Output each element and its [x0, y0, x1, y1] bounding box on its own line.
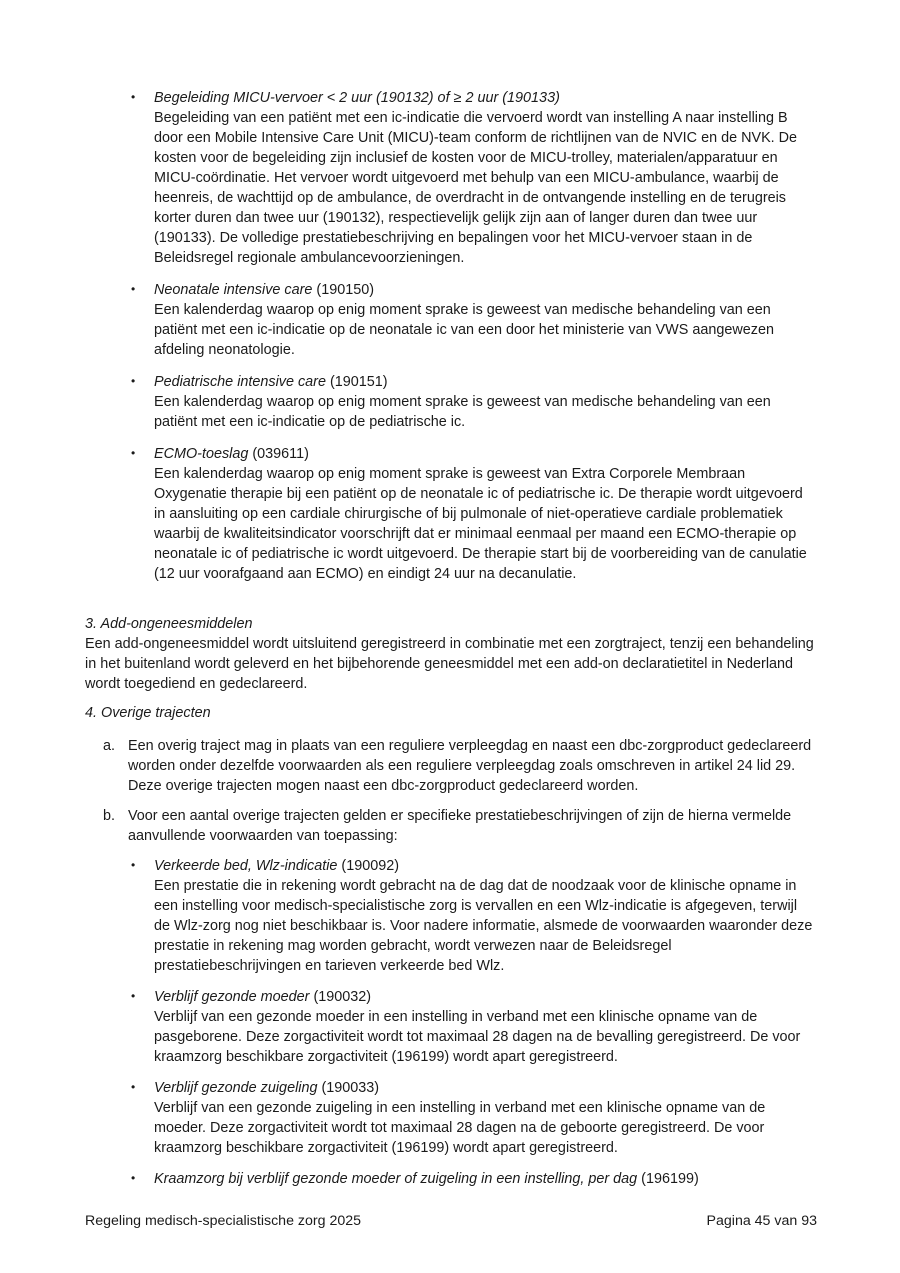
title-segment: Pediatrische intensive care — [154, 374, 326, 390]
title-segment: Verblijf gezonde moeder — [154, 989, 310, 1005]
bullet-item — [85, 1169, 817, 1189]
title-segment: (196199) — [637, 1171, 699, 1187]
bullet-item — [85, 987, 817, 1067]
title-segment: ECMO-toeslag — [154, 446, 249, 462]
bullet-title — [154, 280, 817, 300]
alpha-item-text: Voor een aantal overige trajecten gelden er specifieke prestatiebeschrijvingen of zijn de hierna vermelde aanvullende voorwaarden van toepassing: — [128, 808, 792, 844]
alpha-marker: b. — [103, 808, 116, 824]
bullet-glyph: • — [131, 446, 136, 460]
title-segment: (039611) — [248, 446, 309, 462]
alpha-marker: a. — [103, 738, 116, 754]
bullet-body: Een prestatie die in rekening wordt gebracht na de dag dat de noodzaak voor de klinische opname in een instelling voor medisch-specialistische zorg is vervallen en een Wlz-indicatie is afgegeven, terwijl de Wlz-zorg nog niet beschikbaar is. Voor nadere informatie, alsmede de voorwaarden waaronder deze prestatie in rekening mag worden gebracht, wordt verwezen naar de Beleidsregel prestatiebeschrijvingen en tarieven verkeerde bed Wlz. — [154, 878, 813, 974]
footer-document-title: Regeling medisch-specialistische zorg 2025 — [85, 1213, 362, 1229]
alpha-list-item — [85, 806, 817, 846]
bullet-body: Begeleiding van een patiënt met een ic-indicatie die vervoerd wordt van instelling A naar instelling B door een Mobile Intensive Care Unit (MICU)-team conform de richtlijnen van de NVIC en de NVK. De kosten voor de begeleiding zijn inclusief de kosten voor de MICU-trolley, materialen/apparatuur en MICU-coördinatie. Het vervoer wordt uitgevoerd met behulp van een MICU-ambulance, waarbij de heenreis, de wachttijd op de ambulance, de overdracht in de ontvangende instelling en de terugreis korter duren dan twee uur (190132), respectievelijk gelijk zijn aan of langer duren dan twee uur (190133). De volledige prestatiebeschrijving en bepalingen voor het MICU-vervoer staan in de Beleidsregel regionale ambulancevoorzieningen. — [154, 110, 798, 266]
page-footer — [85, 1212, 817, 1230]
title-segment: Verkeerde bed, Wlz-indicatie — [154, 858, 338, 874]
title-segment: (190150) — [312, 282, 375, 298]
title-segment: (190032) — [309, 989, 372, 1005]
bullet-body: Een kalenderdag waarop op enig moment sprake is geweest van medische behandeling van een patiënt met een ic-indicatie op de neonatale ic van een door het ministerie van VWS aangewezen afdeling neonatologie. — [154, 302, 774, 358]
bullet-body: Een kalenderdag waarop op enig moment sprake is geweest van medische behandeling van een patiënt met een ic-indicatie op de pediatrische ic. — [154, 394, 771, 430]
bullet-title — [154, 856, 817, 876]
bullet-glyph: • — [131, 858, 136, 872]
section-heading: 4. Overige trajecten — [85, 705, 211, 721]
bullet-item — [85, 280, 817, 360]
bullet-title — [154, 987, 817, 1007]
bullet-body: Verblijf van een gezonde zuigeling in een instelling in verband met een klinische opname van de moeder. Deze zorgactiviteit wordt tot maximaal 28 dagen na de geboorte geregistreerd. De voor kraamzorg beschikbare zorgactiviteit (196199) wordt apart geregistreerd. — [154, 1100, 766, 1156]
title-segment: Neonatale intensive care — [154, 282, 313, 298]
footer-page-number: Pagina 45 van 93 — [706, 1213, 817, 1229]
bullet-item — [85, 444, 817, 584]
bullet-glyph: • — [131, 1080, 136, 1094]
bullet-item — [85, 372, 817, 432]
bullet-title — [154, 88, 817, 108]
bullet-title — [154, 444, 817, 464]
bullet-title — [154, 1169, 817, 1189]
bullet-glyph: • — [131, 989, 136, 1003]
alpha-list-item — [85, 736, 817, 796]
title-segment: Begeleiding MICU-vervoer < 2 uur (190132) of ≥ 2 uur (190133) — [154, 90, 560, 106]
bullet-glyph: • — [131, 282, 136, 296]
title-segment: (190092) — [337, 858, 400, 874]
bullet-item — [85, 856, 817, 976]
paragraph: Een add-ongeneesmiddel wordt uitsluitend geregistreerd in combinatie met een zorgtraject, tenzij een behandeling in het buitenland wordt geleverd en het bijbehorende geneesmiddel met een add-on declaratietitel in Nederland wordt toegediend en gedeclareerd. — [85, 636, 814, 692]
document-content — [85, 88, 817, 1189]
section-heading: 3. Add-ongeneesmiddelen — [85, 616, 253, 632]
title-segment: (190033) — [317, 1080, 380, 1096]
bullet-glyph: • — [131, 1171, 136, 1185]
bullet-glyph: • — [131, 374, 136, 388]
bullet-title — [154, 1078, 817, 1098]
title-segment: Kraamzorg bij verblijf gezonde moeder of zuigeling in een instelling, per dag — [154, 1171, 638, 1187]
bullet-glyph: • — [131, 90, 136, 104]
bullet-item — [85, 1078, 817, 1158]
bullet-body: Verblijf van een gezonde moeder in een instelling in verband met een klinische opname van de pasgeborene. Deze zorgactiviteit wordt tot maximaal 28 dagen na de bevalling geregistreerd. De voor kraamzorg beschikbare zorgactiviteit (196199) wordt apart geregistreerd. — [154, 1009, 801, 1065]
bullet-title — [154, 372, 817, 392]
alpha-item-text: Een overig traject mag in plaats van een reguliere verpleegdag en naast een dbc-zorgproduct gedeclareerd worden onder dezelfde voorwaarden als een reguliere verpleegdag zoals omschreven in artikel 24 lid 29. Deze overige trajecten mogen naast een dbc-zorgproduct gedeclareerd worden. — [128, 738, 812, 794]
bullet-body: Een kalenderdag waarop op enig moment sprake is geweest van Extra Corporele Membraan Oxygenatie therapie bij een patiënt op de neonatale ic of pediatrische ic. De therapie wordt uitgevoerd in aansluiting op een cardiale chirurgische of bij pulmonale of niet-operatieve cardiale problematiek waarbij de kwaliteitsindicator voorschrijft dat er minimaal eenmaal per maand een ECMO-therapie op neonatale ic of pediatrische ic wordt uitgevoerd. De therapie start bij de voorbereiding van de canulatie (12 uur voorafgaand aan ECMO) en eindigt 24 uur na decanulatie. — [154, 466, 807, 582]
bullet-item — [85, 88, 817, 268]
title-segment: Verblijf gezonde zuigeling — [154, 1080, 318, 1096]
title-segment: (190151) — [325, 374, 388, 390]
